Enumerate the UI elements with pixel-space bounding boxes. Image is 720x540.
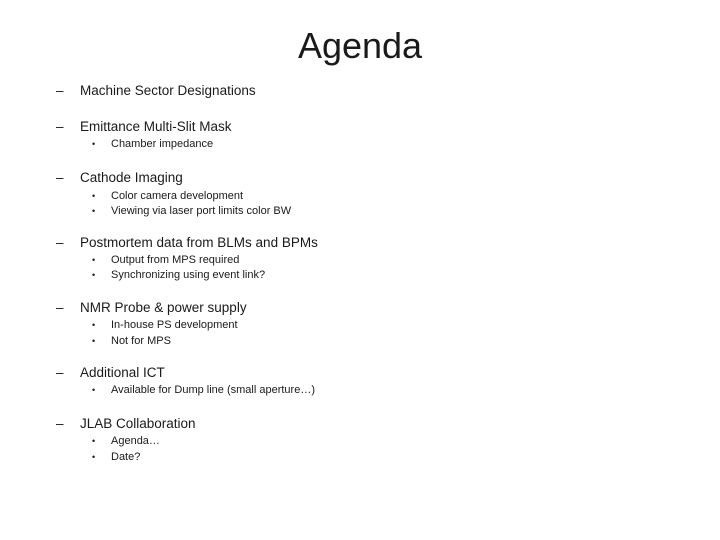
bullet-marker: • [92,191,96,201]
agenda-subitem-label: Viewing via laser port limits color BW [111,205,292,217]
bullet-marker: • [92,270,96,280]
dash-marker: – [56,235,64,250]
agenda-subitem-label: Available for Dump line (small aperture…) [111,384,315,396]
agenda-item-label: JLAB Collaboration [80,416,196,431]
agenda-item-label: Machine Sector Designations [80,83,256,98]
agenda-subitem-label: Not for MPS [111,335,171,347]
dash-marker: – [56,170,64,185]
bullet-marker: • [92,206,96,216]
agenda-subitem-label: Synchronizing using event link? [111,269,266,281]
dash-marker: – [56,119,64,134]
agenda-item-label: Emittance Multi-Slit Mask [80,119,232,134]
agenda-item-label: Cathode Imaging [80,170,183,185]
agenda-subitem-label: Color camera development [111,190,244,202]
dash-marker: – [56,300,64,315]
bullet-marker: • [92,320,96,330]
bullet-marker: • [92,436,96,446]
agenda-item-label: NMR Probe & power supply [80,300,247,315]
agenda-subitem-label: Chamber impedance [111,138,214,150]
agenda-item-label: Postmortem data from BLMs and BPMs [80,235,318,250]
agenda-item-label: Additional ICT [80,365,165,380]
slide-title: Agenda [297,25,423,66]
agenda-subitem-label: In-house PS development [111,319,238,331]
agenda-subitem-label: Agenda… [111,435,160,447]
bullet-marker: • [92,139,96,149]
bullet-marker: • [92,336,96,346]
dash-marker: – [56,416,64,431]
dash-marker: – [56,83,64,98]
bullet-marker: • [92,255,96,265]
bullet-marker: • [92,452,96,462]
bullet-marker: • [92,385,96,395]
dash-marker: – [56,365,64,380]
agenda-subitem-label: Date? [111,451,141,463]
agenda-subitem-label: Output from MPS required [111,254,240,266]
